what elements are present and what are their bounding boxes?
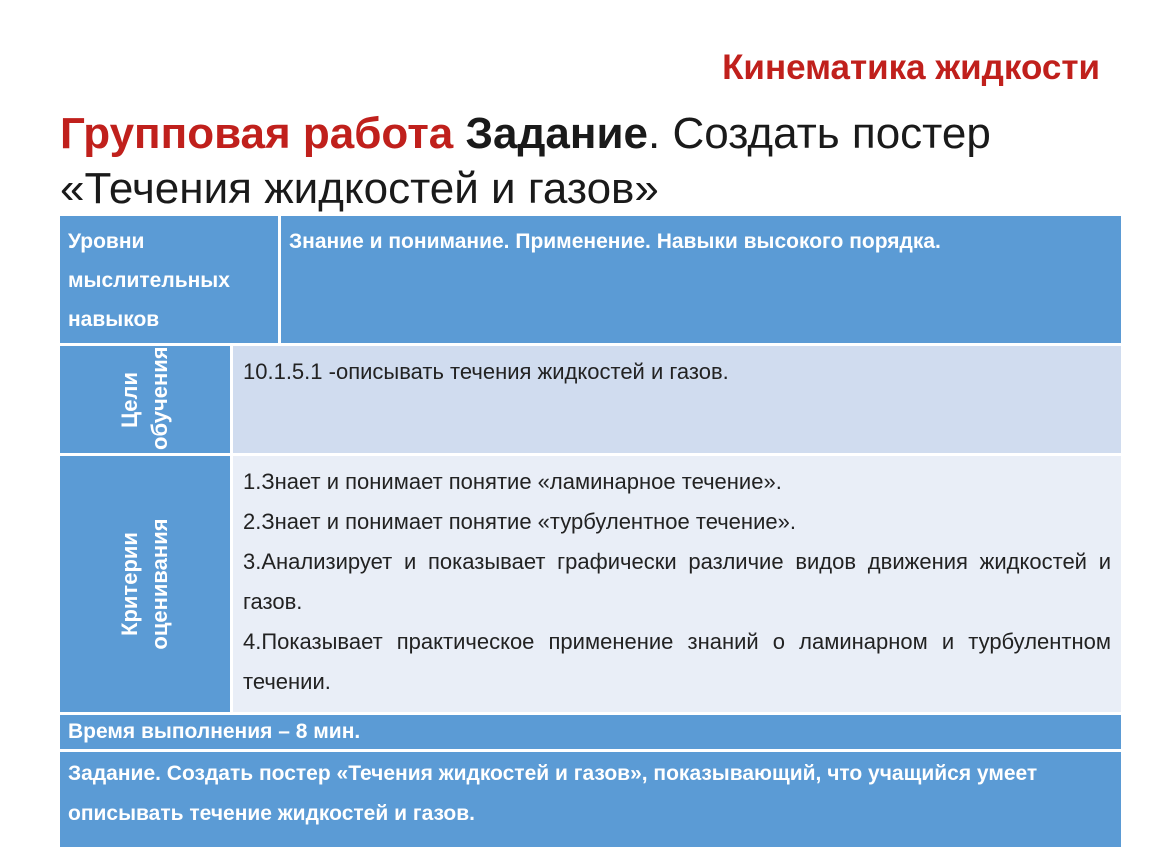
levels-label-cell — [60, 216, 278, 343]
goals-label: Цели обучения — [117, 346, 172, 450]
heading-line2: «Течения жидкостей и газов» — [60, 164, 659, 213]
heading-red-part: Групповая работа — [60, 109, 454, 158]
goals-label-cell — [60, 346, 230, 453]
goals-value-cell — [233, 346, 1121, 453]
criterion-item: 2.Знает и понимает понятие «турбулентное течение». — [243, 509, 796, 534]
criteria-label: Критерии оценивания — [117, 518, 172, 650]
slide-heading — [60, 106, 1120, 216]
criterion-item: 3.Анализирует и показывает графически различие видов движения жидкостей и газов. — [243, 549, 1111, 614]
criterion-item: 4.Показывает практическое применение знаний о ламинарном и турбулентном течении. — [243, 629, 1111, 694]
topic-title: Кинематика жидкости — [722, 48, 1100, 87]
levels-value: Знание и понимание. Применение. Навыки высокого порядка. — [289, 230, 941, 253]
criterion-item: 1.Знает и понимает понятие «ламинарное течение». — [243, 469, 782, 494]
criteria-cell — [233, 456, 1121, 712]
heading-rest: . Создать постер — [648, 109, 991, 158]
task-table — [60, 216, 1121, 847]
levels-value-cell — [281, 216, 1121, 343]
criteria-label-cell — [60, 456, 230, 712]
task-text: Задание. Создать постер «Течения жидкостей и газов», показывающий, что учащийся умеет описывать течение жидкостей и газов. — [68, 762, 1038, 825]
time-text: Время выполнения – 8 мин. — [68, 720, 361, 743]
goals-value: 10.1.5.1 -описывать течения жидкостей и газов. — [243, 359, 729, 384]
heading-bold-part: Задание — [465, 109, 648, 158]
levels-label: Уровни мыслительных навыков — [68, 230, 230, 331]
task-cell — [60, 752, 1121, 847]
time-cell — [60, 715, 1121, 749]
